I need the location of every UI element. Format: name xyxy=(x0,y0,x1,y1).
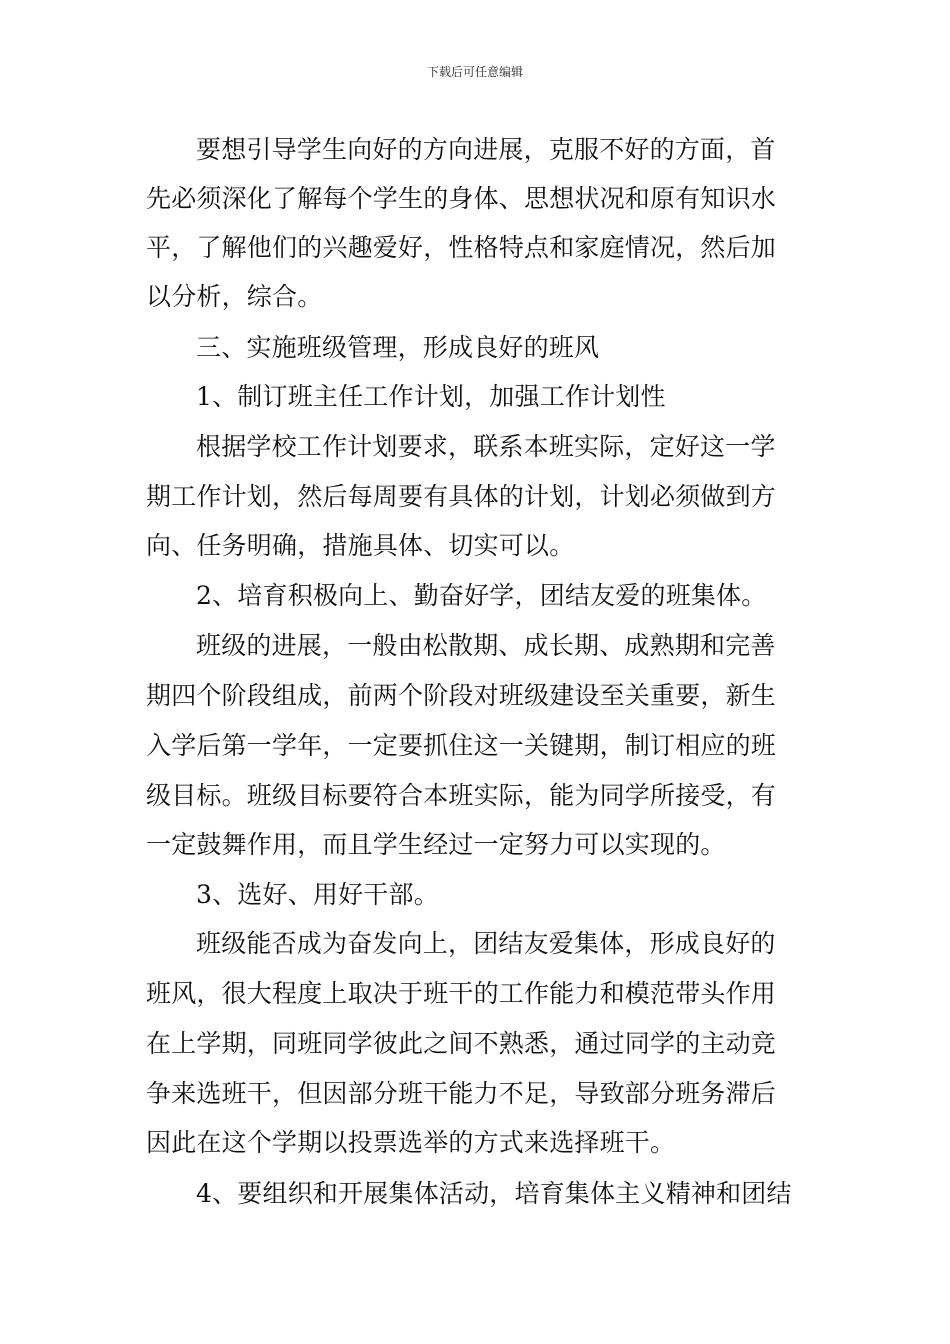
subsection-heading: 1、制订班主任工作计划，加强工作计划性 xyxy=(196,382,666,411)
text-line: 根据学校工作计划要求，联系本班实际，定好这一学 xyxy=(196,432,776,461)
text-line: 班级能否成为奋发向上，团结友爱集体，形成良好的 xyxy=(196,929,776,958)
text-line: 期工作计划，然后每周要有具体的计划，计划必须做到方 xyxy=(146,482,777,511)
text-line: 以分析，综合。 xyxy=(146,282,323,311)
text-line: 在上学期，同班同学彼此之间不熟悉，通过同学的主动竞 xyxy=(146,1029,777,1058)
text-line: 期四个阶段组成，前两个阶段对班级建设至关重要，新生 xyxy=(146,681,777,710)
text-line: 一定鼓舞作用，而且学生经过一定努力可以实现的。 xyxy=(146,830,726,859)
text-line: 平，了解他们的兴趣爱好，性格特点和家庭情况，然后加 xyxy=(146,233,777,262)
text-line: 因此在这个学期以投票选举的方式来选择班干。 xyxy=(146,1128,676,1157)
text-line: 入学后第一学年，一定要抓住这一关键期，制订相应的班 xyxy=(146,731,777,760)
text-line: 向、任务明确，措施具体、切实可以。 xyxy=(146,531,575,560)
subsection-heading: 2、培育积极向上、勤奋好学，团结友爱的班集体。 xyxy=(196,581,767,610)
subsection-heading: 4、要组织和开展集体活动，培育集体主义精神和团结 xyxy=(196,1179,792,1208)
text-line: 班风，很大程度上取决于班干的工作能力和模范带头作用 xyxy=(146,979,777,1008)
page-header: 下载后可任意编辑 xyxy=(426,65,523,79)
text-line: 要想引导学生向好的方向进展，克服不好的方面，首 xyxy=(196,135,776,164)
text-line: 先必须深化了解每个学生的身体、思想状况和原有知识水 xyxy=(146,184,777,213)
text-line: 班级的进展，一般由松散期、成长期、成熟期和完善 xyxy=(196,631,776,660)
text-line: 争来选班干，但因部分班干能力不足，导致部分班务滞后 xyxy=(146,1079,777,1108)
text-line: 级目标。班级目标要符合本班实际，能为同学所接受，有 xyxy=(146,781,777,810)
section-heading: 三、实施班级管理，形成良好的班风 xyxy=(196,333,600,362)
subsection-heading: 3、选好、用好干部。 xyxy=(196,880,439,909)
